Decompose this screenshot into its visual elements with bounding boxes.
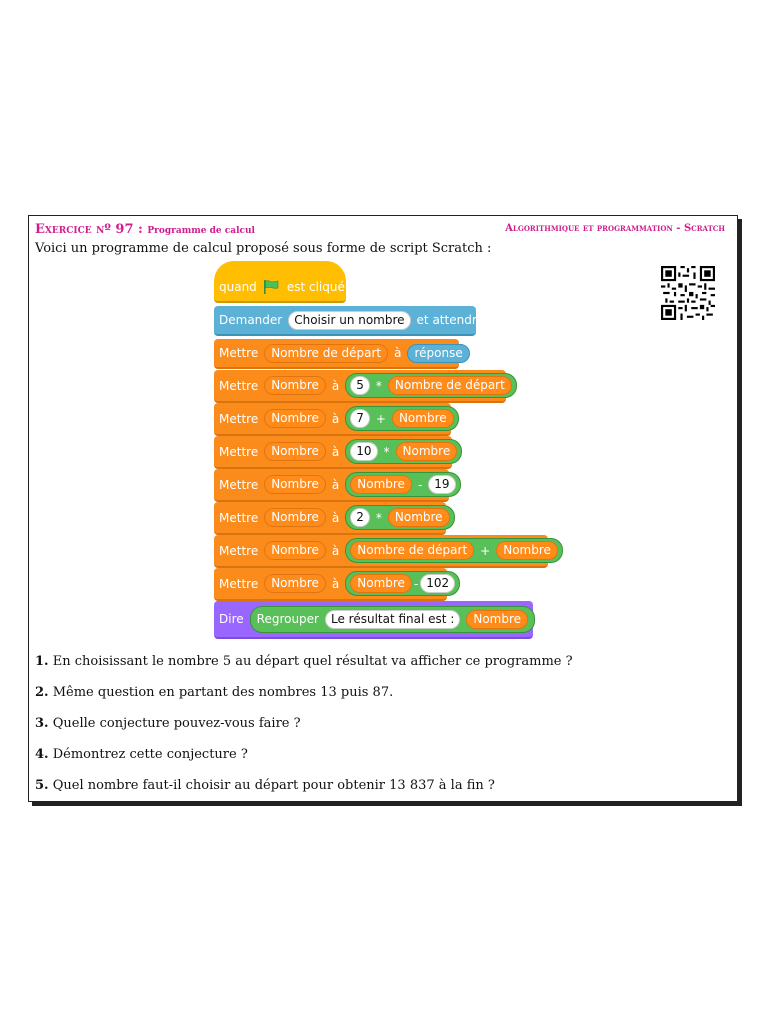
qr-code-icon xyxy=(661,266,715,320)
number-field[interactable]: 19 xyxy=(428,475,455,494)
set-variable-block[interactable]: Mettre Nombre à Nombre - 19 xyxy=(214,469,449,502)
variable-reporter[interactable]: Nombre xyxy=(392,409,454,428)
subtract-operator[interactable]: Nombre - 19 xyxy=(345,472,460,497)
variable-reporter[interactable]: Nombre xyxy=(388,508,450,527)
number-field[interactable]: 102 xyxy=(420,574,455,593)
text-field[interactable]: Le résultat final est : xyxy=(325,610,460,629)
variable-dropdown[interactable]: Nombre xyxy=(264,376,326,395)
question-3: 3. Quelle conjecture pouvez-vous faire ? xyxy=(35,716,301,731)
intro-text: Voici un programme de calcul proposé sous forme de script Scratch : xyxy=(35,241,492,256)
variable-reporter[interactable]: Nombre de départ xyxy=(388,376,512,395)
exercise-title: Programme de calcul xyxy=(147,226,255,236)
exercise-card xyxy=(28,215,738,802)
variable-reporter[interactable]: Nombre xyxy=(466,610,528,629)
question-4: 4. Démontrez cette conjecture ? xyxy=(35,747,248,762)
variable-reporter[interactable]: Nombre xyxy=(350,574,412,593)
add-operator[interactable]: 7 + Nombre xyxy=(345,406,458,431)
exercise-number: Exercice nº 97 xyxy=(35,222,134,237)
when-flag-clicked-block[interactable]: quand est cliqué xyxy=(214,261,346,303)
question-2: 2. Même question en partant des nombres 13 puis 87. xyxy=(35,685,394,700)
variable-reporter[interactable]: Nombre xyxy=(350,475,412,494)
variable-reporter[interactable]: Nombre de départ xyxy=(350,541,474,560)
exercise-category: Algorithmique et programmation - Scratch xyxy=(505,223,725,234)
multiply-operator[interactable]: 10 * Nombre xyxy=(345,439,462,464)
set-variable-block[interactable]: Mettre Nombre de départ à réponse xyxy=(214,339,459,369)
exercise-header xyxy=(35,222,725,238)
add-operator[interactable]: Nombre de départ + Nombre xyxy=(345,538,563,563)
number-field[interactable]: 5 xyxy=(350,376,370,395)
variable-reporter[interactable]: Nombre xyxy=(396,442,458,461)
number-field[interactable]: 10 xyxy=(350,442,377,461)
ask-block[interactable]: Demander Choisir un nombre et attendre xyxy=(214,306,476,336)
variable-dropdown[interactable]: Nombre xyxy=(264,508,326,527)
ask-prompt-field[interactable]: Choisir un nombre xyxy=(288,311,410,330)
variable-reporter[interactable]: Nombre xyxy=(496,541,558,560)
green-flag-icon xyxy=(263,280,279,294)
variable-dropdown[interactable]: Nombre xyxy=(264,541,326,560)
question-5: 5. Quel nombre faut-il choisir au départ pour obtenir 13 837 à la fin ? xyxy=(35,778,495,793)
multiply-operator[interactable]: 2 * Nombre xyxy=(345,505,454,530)
join-operator[interactable]: Regrouper Le résultat final est : Nombre xyxy=(250,606,535,633)
subtract-operator[interactable]: Nombre - 102 xyxy=(345,571,460,596)
say-block[interactable]: Dire Regrouper Le résultat final est : Nombre xyxy=(214,601,533,639)
set-variable-block[interactable]: Mettre Nombre à Nombre - 102 xyxy=(214,568,447,601)
set-variable-block[interactable]: Mettre Nombre à 7 + Nombre xyxy=(214,403,451,436)
variable-dropdown[interactable]: Nombre xyxy=(264,475,326,494)
set-variable-block[interactable]: Mettre Nombre à 2 * Nombre xyxy=(214,502,446,535)
set-variable-block[interactable]: Mettre Nombre à 10 * Nombre xyxy=(214,436,452,469)
variable-dropdown[interactable]: Nombre de départ xyxy=(264,344,388,363)
number-field[interactable]: 7 xyxy=(350,409,370,428)
number-field[interactable]: 2 xyxy=(350,508,370,527)
set-variable-block[interactable]: Mettre Nombre à Nombre de départ + Nombre xyxy=(214,535,548,568)
variable-dropdown[interactable]: Nombre xyxy=(264,442,326,461)
variable-dropdown[interactable]: Nombre xyxy=(264,409,326,428)
set-variable-block[interactable]: Mettre Nombre à 5 * Nombre de départ xyxy=(214,370,506,403)
multiply-operator[interactable]: 5 * Nombre de départ xyxy=(345,373,517,398)
question-1: 1. En choisissant le nombre 5 au départ quel résultat va afficher ce programme ? xyxy=(35,654,573,669)
exercise-heading: Exercice nº 97 : Programme de calcul xyxy=(35,222,255,237)
answer-reporter[interactable]: réponse xyxy=(407,344,469,363)
variable-dropdown[interactable]: Nombre xyxy=(264,574,326,593)
